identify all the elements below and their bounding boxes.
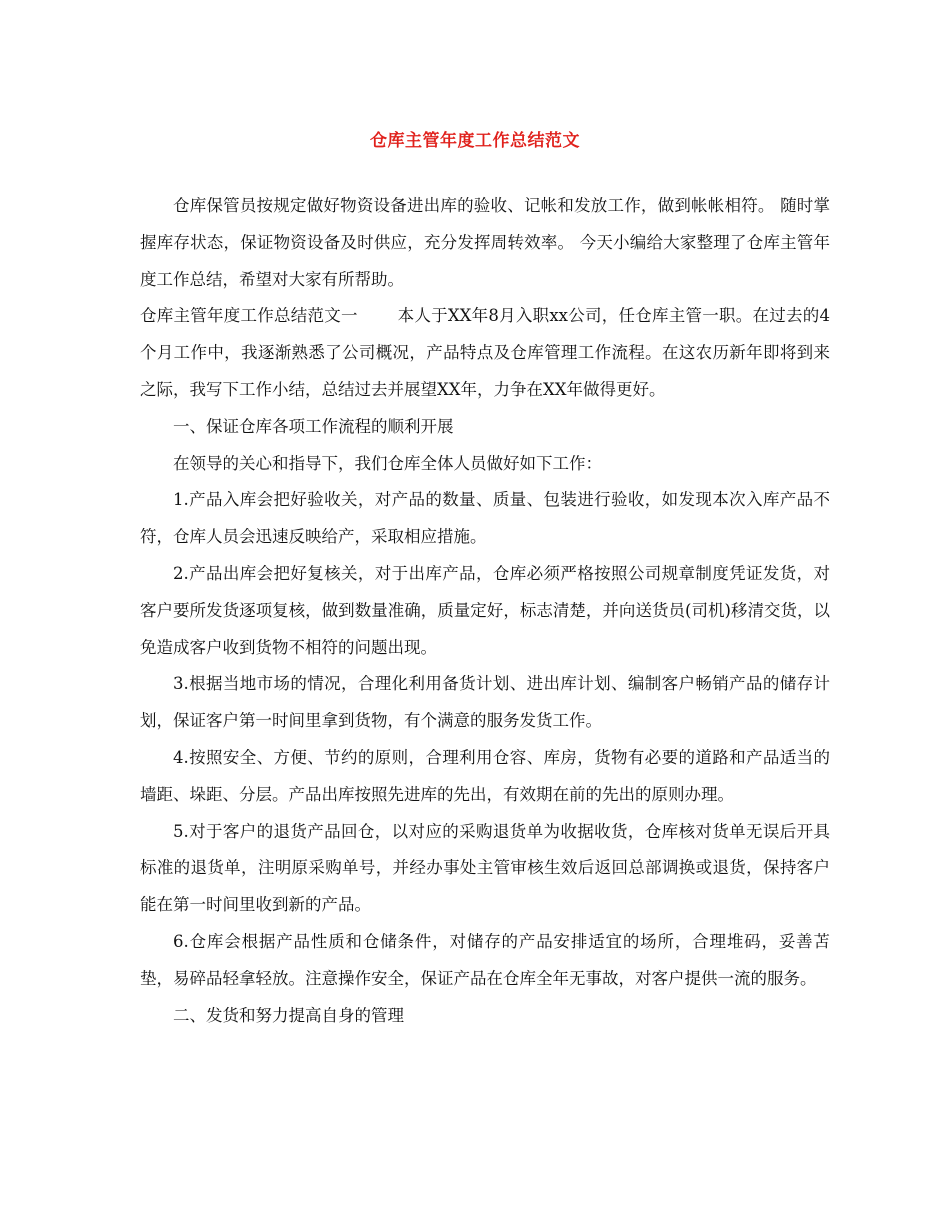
list-item: 3.根据当地市场的情况，合理化利用备货计划、进出库计划、编制客户畅销产品的储存计划，保证客户第一时间里拿到货物，有个满意的服务发货工作。	[140, 674, 830, 731]
document-body	[140, 188, 830, 1034]
section-paragraph	[140, 298, 830, 408]
heading-one: 一、保证仓库各项工作流程的顺利开展	[173, 416, 454, 436]
section-label: 仓库主管年度工作总结范文一	[140, 306, 358, 326]
list-item: 2.产品出库会把好复核关，对于出库产品，仓库必须严格按照公司规章制度凭证发货，对客户要所发货逐项复核，做到数量准确，质量定好，标志清楚，并向送货员(司机)移清交货，以免造成客户收到货物不相符的问题出现。	[140, 563, 830, 657]
list-item: 4.按照安全、方便、节约的原则，合理利用仓容、库房，货物有必要的道路和产品适当的墙距、垛距、分层。产品出库按照先进库的先出，有效期在前的先出的原则办理。	[140, 747, 830, 804]
intro-paragraph: 仓库保管员按规定做好物资设备进出库的验收、记帐和发放工作，做到帐帐相符。 随时掌握库存状态，保证物资设备及时供应，充分发挥周转效率。 今天小编给大家整理了仓库主管年度工作总结，希望对大家有所帮助。	[140, 196, 830, 289]
list-item: 5.对于客户的退货产品回仓，以对应的采购退货单为收据收货，仓库核对货单无误后开具标准的退货单，注明原采购单号，并经办事处主管审核生效后返回总部调换或退货，保持客户能在第一时间里收到新的产品。	[140, 821, 830, 915]
list-item: 6.仓库会根据产品性质和仓储条件，对储存的产品安排适宜的场所，合理堆码，妥善苫垫，易碎品轻拿轻放。注意操作安全，保证产品在仓库全年无事故，对客户提供一流的服务。	[140, 931, 830, 988]
list-item: 1.产品入库会把好验收关，对产品的数量、质量、包装进行验收，如发现本次入库产品不符，仓库人员会迅速反映给产，采取相应措施。	[140, 490, 830, 547]
lead-paragraph: 在领导的关心和指导下，我们仓库全体人员做好如下工作：	[173, 453, 602, 473]
heading-two: 二、发货和努力提高自身的管理	[173, 1005, 404, 1025]
section-text: 本人于XX年8月入职xx公司，任仓库主管一职。在过去的4个月工作中，我逐渐熟悉了公司概况，产品特点及仓库管理工作流程。在这农历新年即将到来之际，我写下工作小结，总结过去并展望XX年，力争在XX年做得更好。	[140, 306, 830, 399]
document-title: 仓库主管年度工作总结范文	[370, 131, 580, 151]
